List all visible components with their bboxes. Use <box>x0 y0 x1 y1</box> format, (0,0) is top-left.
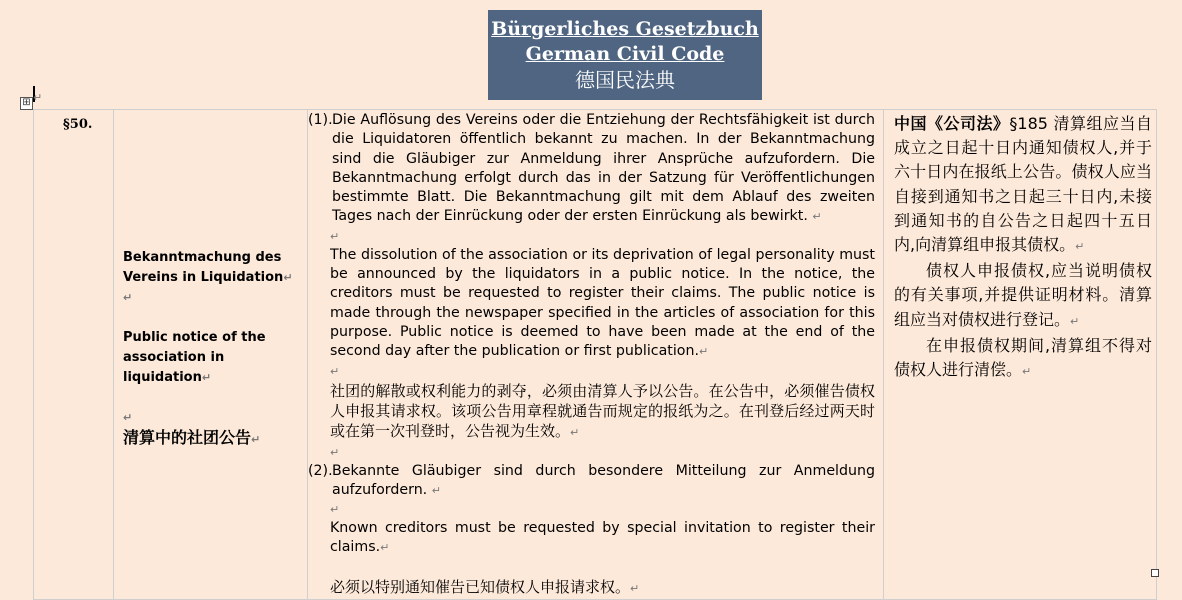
section-number-cell <box>34 110 114 600</box>
paragraph-2-german: (2). Bekannte Gläubiger sind durch besondere Mitteilung zur Anmeldung aufzufordern. ↵ <box>308 462 875 501</box>
table-move-handle-icon[interactable]: ⊞ <box>20 97 33 110</box>
section-title-chinese: 清算中的社团公告 <box>123 428 252 447</box>
reference-paragraph-1: 中国《公司法》§185 清算组应当自成立之日起十日内通知债权人,并于六十日内在报纸上公告。债权人应当自接到通知书之日起三十日内,未接到通知书的自公告之日起四十五日内,向清算组申报其债权。↵ <box>894 114 1152 255</box>
reference-paragraph-3: 在申报债权期间,清算组不得对债权人进行清偿。↵ <box>894 335 1152 380</box>
title-chinese: 德国民法典 <box>575 68 675 92</box>
paragraph-1-chinese: 社团的解散或权利能力的剥夺，必须由清算人予以公告。在公告中，必须催告债权人申报其请求权。该项公告用章程就通告而规定的报纸为之。在刊登后经过两天时或在第一次刊登时，公告视为生效。↵ <box>330 381 875 440</box>
section-text-cell: (1). Die Auflösung des Vereins oder die Entziehung der Rechtsfähigkeit ist durch die Liquidatoren öffentlich bekannt zu machen. In der Bekanntmachung sind die Gläubiger zur Anmeldung ihrer Ansprüche aufzufordern. Die Bekanntmachung erfolgt durch das in der Satzung für Veröffentlichungen bestimmte Blatt. Die Bekanntmachung gilt mit dem Ablauf des zweiten Tages nach der Einrückung oder der ersten Einrückung als bewirkt. ↵ ↵ The dissolution of the association or its deprivation of legal personality must be announced by the liquidators in a public notice. In the notice, the creditors must be requested to register their claims. The public notice is made through the newspaper specified in the articles of association for this purpose. Public notice is deemed to have been made at the end of the second day after the publication or first publication.↵ ↵ 社团的解散或权利能力的剥夺，必须由清算人予以公告。在公告中，必须催告债权人申报其请求权。该项公告用章程就通告而规定的报纸为之。在刊登后经过两天时或在第一次刊登时，公告视为生效。↵ ↵ (2). Bekannte Gläubiger sind durch besondere Mitteilung zur Anmeldung aufzufordern. ↵ ↵ Known creditors must be requested by special invitation to register their claims.↵ 必须以特别通知催告已知债权人申报请求权。↵ <box>308 110 884 600</box>
law-table <box>33 109 1157 600</box>
table-row <box>34 110 1157 600</box>
section-title-cell: Bekanntmachung des Vereins in Liquidation↵ ↵ Public notice of the association in liquidation↵ ↵ 清算中的社团公告↵ <box>114 110 308 600</box>
paragraph-2-english: Known creditors must be requested by special invitation to register their claims.↵ <box>330 520 875 556</box>
paragraph-2-chinese: 必须以特别通知催告已知债权人申报请求权。↵ <box>330 577 640 596</box>
paragraph-1-english: The dissolution of the association or its deprivation of legal personality must be announced by the liquidators in a public notice. In the notice, the creditors must be requested to register their claims. The public notice is made through the newspaper specified in the articles of association for this purpose. Public notice is deemed to have been made at the end of the second day after the publication or first publication.↵ <box>330 246 875 360</box>
reference-source: 中国《公司法》 <box>894 114 1010 133</box>
title-english: German Civil Code <box>525 43 725 65</box>
section-title-german: Bekanntmachung des Vereins in Liquidation <box>123 250 284 285</box>
paragraph-number: (1). <box>308 112 333 128</box>
paragraph-1-german: (1). Die Auflösung des Vereins oder die Entziehung der Rechtsfähigkeit ist durch die Liquidatoren öffentlich bekannt zu machen. In der Bekanntmachung sind die Gläubiger zur Anmeldung ihrer Ansprüche aufzufordern. Die Bekanntmachung erfolgt durch das in der Satzung für Veröffentlichungen bestimmte Blatt. Die Bekanntmachung gilt mit dem Ablauf des zweiten Tages nach der Einrückung oder der ersten Einrückung als bewirkt. ↵ <box>308 111 875 227</box>
section-number: §50. <box>63 117 93 132</box>
title-german: Bürgerliches Gesetzbuch <box>491 18 759 40</box>
paragraph-mark: ↵ <box>33 91 43 104</box>
table-resize-handle[interactable] <box>1151 569 1159 577</box>
paragraph-number: (2). <box>308 462 333 479</box>
section-title-english: Public notice of the association in liquidation <box>123 330 266 385</box>
document-title-banner <box>488 10 762 100</box>
reference-paragraph-2: 债权人申报债权,应当说明债权的有关事项,并提供证明材料。清算组应当对债权进行登记。↵ <box>894 261 1152 329</box>
chinese-law-reference-cell <box>884 110 1157 600</box>
